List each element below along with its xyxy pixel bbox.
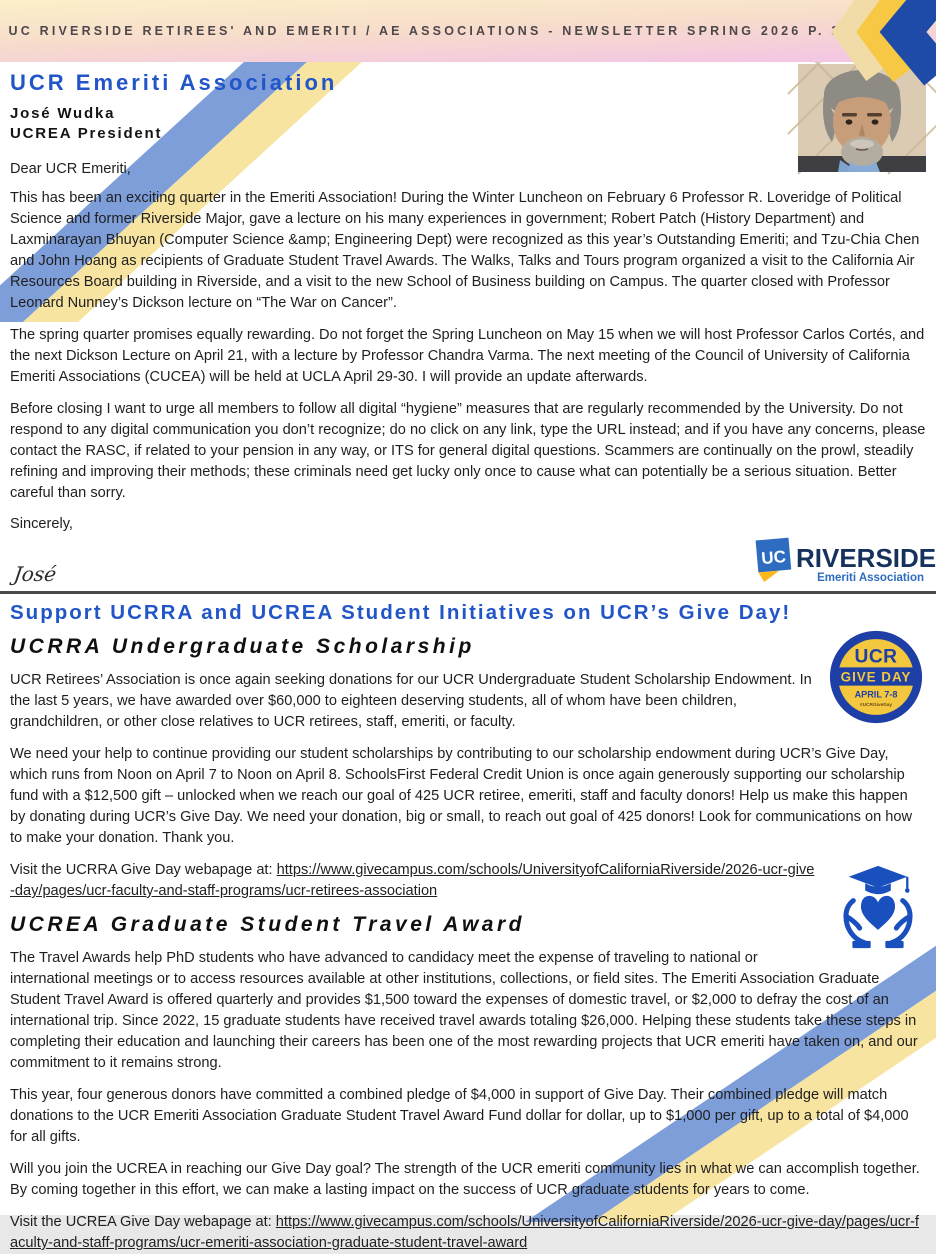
ucrra-heading: UCRRA Undergraduate Scholarship xyxy=(10,635,475,658)
author-role: UCREA President xyxy=(10,125,163,142)
ucrra-giveday-link[interactable]: https://www.givecampus.com/schools/UniversityofCaliforniaRiverside/2026-ucr-give-day/pages/ucr-faculty-and-staff-programs/ucr-retirees-association xyxy=(10,862,815,899)
ucrea-link-line xyxy=(10,1212,926,1254)
logo-wordmark: RIVERSIDE xyxy=(796,543,936,573)
page-title: UCR Emeriti Association xyxy=(10,70,338,95)
badge-hashtag-text: #UCRGiveDay xyxy=(859,702,893,708)
ucrea-paragraph-2: This year, four generous donors have committed a combined pledge of $4,000 in support of Give Day. Their combined pledge will match donations to the UCR Emeriti Association Graduate Student Travel Award Fund dollar for dollar, up to $1,000 per gift, up to a total of $4,000 for all gifts. xyxy=(10,1087,909,1145)
ucrea-paragraph-3: Will you join the UCREA in reaching our Give Day goal? The strength of the UCR emeriti community lies in what we can accomplish together. By coming together in this effort, we can make a lasting impact on the success of UCR graduate students for years to come. xyxy=(10,1161,920,1198)
author-name: José Wudka xyxy=(10,105,116,122)
badge-event-text: GIVE DAY xyxy=(840,669,912,685)
signature: José xyxy=(12,562,58,586)
ucrea-heading: UCREA Graduate Student Travel Award xyxy=(10,913,525,936)
ucrra-link-line xyxy=(10,860,926,902)
letter-header-text xyxy=(10,66,786,177)
page-banner xyxy=(0,0,936,62)
letter-paragraph-3: Before closing I want to urge all members to follow all digital “hygiene” measures that are regularly recommended by the University. Do not respond to any digital communication you don’t recognize; do no click on any link, type the URL instead; and if you have any concerns, please contact the RASC, if related to your pension in any way, or ITS for general digital questions. Scammers are continually on the prowl, steadily refining and improving their methods; these criminals need get lucky only once to cause what can potentially be a serious situation. Better careful than sorry. xyxy=(10,401,926,501)
signature-row xyxy=(10,534,936,586)
ucrea-paragraph-1: The Travel Awards help PhD students who have advanced to candidacy meet the expense of traveling to national or international meetings or to access resources available at other institutions, collections, or field sites. The Emeriti Association Graduate Student Travel Award is offered quarterly and provides $1,500 toward the expenses of domestic travel, or $2,000 to defray the cost of an international trip. Since 2022, 15 graduate students have received travel awards totaling $26,000. Helping these students take these steps in completing their education and launching their careers has been one of the most rewarding projects that UCR emeriti have taken on, and our commitment to it remains strong. xyxy=(10,950,918,1071)
hands-heart-icon xyxy=(832,864,924,950)
ucrra-link-prefix: Visit the UCRRA Give Day webapage at: xyxy=(10,862,277,878)
section-divider xyxy=(0,591,936,594)
ucrea-link-prefix: Visit the UCREA Give Day webapage at: xyxy=(10,1214,276,1230)
letter-paragraph-1: This has been an exciting quarter in the Emeriti Association! During the Winter Luncheon on February 6 Professor R. Loveridge of Political Science and former Riverside Major, gave a lecture on his many experiences in government; Robert Patch (History Department) and Laxminarayan Bhuyan (Computer Science &amp; Engineering Dept) were recognized as this year’s Outstanding Emeriti; and Tzu-Chia Chen and John Hoang as recipients of Graduate Student Travel Awards. The Walks, Talks and Tours program organized a visit to the California Air Resources Board building in Riverside, and a visit to the new School of Business building on Campus. The quarter closed with Professor Leonard Nunney’s Dickson lecture on “The War on Cancer”. xyxy=(10,190,920,311)
ucrra-paragraph-2: We need your help to continue providing our student scholarships by contributing to our scholarship endowment during UCR’s Give Day, which runs from Noon on April 7 to Noon on April 8. SchoolsFirst Federal Credit Union is once again generously supporting our scholarship fund with a $12,500 gift – unlocked when we reach our goal of 425 UCR retiree, emeriti, staff and faculty donors! Help us make this happen by donating during UCR’s Give Day. We need your donation, big or small, to reach out goal of 425 donors! Look for communications on how to make your donation. Thank you. xyxy=(10,746,913,846)
logo-uc-text: UC xyxy=(760,547,787,569)
ucrea-giveday-link[interactable]: https://www.givecampus.com/schools/UniversityofCaliforniaRiverside/2026-ucr-give-day/pages/ucr-faculty-and-staff-programs/ucr-emeriti-association-graduate-student-travel-award xyxy=(10,1214,919,1251)
ucrra-paragraph-1: UCR Retirees’ Association is once again seeking donations for our UCR Undergraduate Student Scholarship Endowment. In the last 5 years, we have awarded over $60,000 to eighteen deserving students, all of whom have been children, grandchildren, or other close relatives to UCR retirees, staff, emeriti, or faculty. xyxy=(10,672,812,730)
ucr-give-day-badge xyxy=(826,629,926,725)
president-photo xyxy=(798,64,926,172)
badge-org-text: UCR xyxy=(854,646,898,668)
salutation: Dear UCR Emeriti, xyxy=(10,161,131,177)
letter-closing: Sincerely, xyxy=(10,516,73,532)
chevron-icon xyxy=(826,0,936,62)
uc-riverside-emeriti-logo xyxy=(754,534,936,586)
logo-subtitle: Emeriti Association xyxy=(817,572,924,584)
giveday-heading: Support UCRRA and UCREA Student Initiatives on UCR’s Give Day! xyxy=(10,601,792,624)
badge-dates-text: APRIL 7-8 xyxy=(854,689,898,700)
banner-title: UC RIVERSIDE RETIREES' AND EMERITI / AE ASSOCIATIONS - NEWSLETTER SPRING 2026 P. 3 xyxy=(8,24,842,38)
letter-paragraph-2: The spring quarter promises equally rewarding. Do not forget the Spring Luncheon on May 15 when we will host Professor Carlos Cortés, and the next Dickson Lecture on April 21, with a lecture by Professor Chandra Varma. The next meeting of the Council of University of California Emeriti Associations (CUCEA) will be held at UCLA April 29-30. I will provide an update afterwards. xyxy=(10,327,925,385)
letter-header xyxy=(10,66,926,177)
